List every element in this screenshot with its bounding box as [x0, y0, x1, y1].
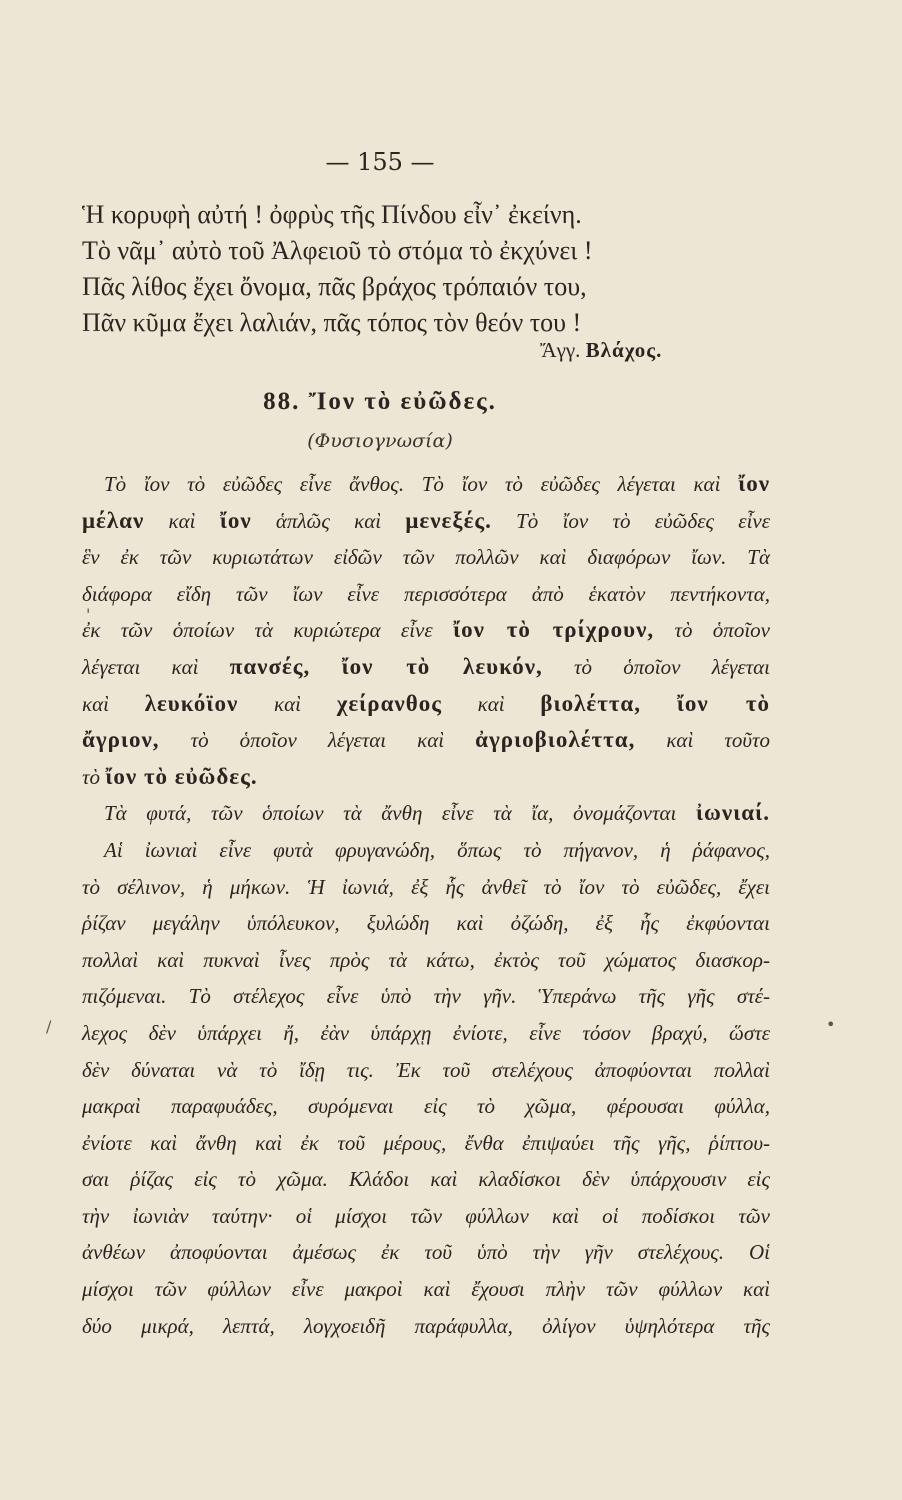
text-segment: τὸ — [82, 764, 106, 789]
emphasized-term: μενεξές. — [405, 507, 492, 533]
text-line — [82, 942, 770, 979]
poem-line: Ἡ κορυφὴ αὐτή ! ὀφρὺς τῆς Πίνδου εἶν᾽ ἐκείνη. — [82, 200, 582, 229]
text-line — [82, 1125, 770, 1162]
text-segment: λέγεται καὶ — [82, 654, 230, 679]
text-line — [82, 905, 770, 942]
text-line — [82, 1271, 770, 1308]
emphasized-term: μέλαν — [82, 507, 145, 533]
poem-line: Πᾶν κῦμα ἔχει λαλιάν, πᾶς τόπος τὸν θεόν του ! — [82, 308, 582, 337]
text-segment: καὶ — [441, 691, 541, 716]
text-segment: Τὸ ἴον τὸ εὐῶδες εἶνε ἄνθος. Τὸ ἴον τὸ εὐῶδες λέγεται καὶ — [104, 472, 739, 496]
text-segment: δὲν δύναται νὰ τὸ ἴδῃ τις. Ἐκ τοῦ στελέχους ἀποφύονται πολλαὶ — [82, 1057, 770, 1082]
emphasized-term: πανσές, — [229, 653, 311, 679]
text-line — [82, 722, 770, 759]
text-line — [82, 832, 770, 869]
emphasized-term: ἄγριον, — [82, 727, 160, 753]
text-segment: πιζόμεναι. Τὸ στέλεχος εἶνε ὑπὸ τὴν γῆν. Ὑπεράνω τῆς γῆς στέ- — [82, 984, 770, 1009]
text-segment: μακραὶ παραφυάδες, συρόμεναι εἰς τὸ χῶμα, φέρουσαι φύλλα, — [82, 1094, 770, 1119]
emphasized-term: ἴον — [219, 507, 252, 533]
text-line — [82, 1198, 770, 1235]
text-segment: σαι ῥίζας εἰς τὸ χῶμα. Κλάδοι καὶ κλαδίσκοι δὲν ὑπάρχουσιν εἰς — [82, 1167, 770, 1192]
text-line — [82, 795, 770, 832]
text-line — [82, 869, 770, 906]
emphasized-term: ἴον — [738, 471, 770, 496]
text-line — [82, 759, 770, 796]
text-segment: πολλαὶ καὶ πυκναὶ ἶνες πρὸς τὰ κάτω, ἐκτὸς τοῦ χώματος διασκορ- — [82, 947, 770, 972]
text-line — [82, 503, 770, 540]
text-segment: ἓν ἐκ τῶν κυριωτάτων εἰδῶν τῶν πολλῶν καὶ διαφόρων ἴων. Τὰ — [82, 545, 770, 570]
emphasized-term: βιολέττα, — [540, 690, 642, 716]
text-segment: δύο μικρά, λεπτά, λογχοειδῆ παράφυλλα, ὀλίγον ὑψηλότερα τῆς — [82, 1313, 770, 1338]
text-segment — [310, 655, 341, 679]
poem-stanza — [82, 197, 702, 341]
text-segment: τὸ ὁποῖον — [654, 618, 770, 643]
text-line — [82, 1052, 770, 1089]
text-segment: Τὸ ἴον τὸ εὐῶδες εἶνε — [491, 508, 771, 533]
signature-prefix: Ἄγγ. — [540, 338, 581, 362]
text-segment: ἐκ τῶν ὁποίων τὰ κυριώτερα εἶνε — [82, 618, 453, 643]
text-line — [82, 576, 770, 613]
text-segment — [641, 692, 677, 716]
text-segment: καὶ — [82, 691, 145, 716]
text-line — [82, 1015, 770, 1052]
poem-line: Πᾶς λίθος ἔχει ὄνομα, πᾶς βράχος τρόπαιόν του, — [82, 272, 587, 301]
poem-line: Τὸ νᾶμ᾽ αὐτὸ τοῦ Ἀλφειοῦ τὸ στόμα τὸ ἐκχύνει ! — [82, 236, 593, 265]
text-line — [82, 1234, 770, 1271]
emphasized-term: ἰωνιαί. — [695, 800, 770, 826]
text-segment: ἀνθέων ἀποφύονται ἀμέσως ἐκ τοῦ ὑπὸ τὴν γῆν στελέχους. Οἱ — [82, 1240, 770, 1265]
emphasized-term: ἴον τὸ — [676, 690, 771, 716]
text-segment: καὶ — [238, 691, 337, 716]
emphasized-term: ἴον τὸ τρίχρουν, — [452, 617, 655, 643]
text-segment: ἐνίοτε καὶ ἄνθη καὶ ἐκ τοῦ μέρους, ἔνθα ἐπιψαύει τῆς γῆς, ῥίπτου- — [82, 1130, 770, 1155]
margin-dot: • — [826, 1015, 836, 1034]
emphasized-term: λευκόϊον — [144, 690, 239, 716]
text-segment: ἁπλῶς καὶ — [251, 508, 406, 533]
text-segment: λεχος δὲν ὑπάρχει ἤ, ἐὰν ὑπάρχῃ ἐνίοτε, εἶνε τόσον βραχύ, ὥστε — [82, 1020, 770, 1045]
signature-name: Βλάχος. — [585, 338, 663, 362]
emphasized-term: χείρανθος — [336, 690, 442, 716]
text-line — [82, 978, 770, 1015]
text-line — [82, 649, 770, 686]
text-line — [82, 612, 770, 649]
emphasized-term: ἴον τὸ εὐῶδες. — [105, 763, 258, 789]
margin-tick: ' — [86, 605, 91, 624]
text-line — [82, 1161, 770, 1198]
emphasized-term: ἴον τὸ λευκόν, — [341, 653, 543, 679]
section-subtitle: (Φυσιογνωσία) — [307, 430, 453, 452]
text-line — [82, 686, 770, 723]
text-line — [82, 1088, 770, 1125]
body-text — [82, 466, 770, 1344]
text-segment: Αἱ ἰωνιαὶ εἶνε φυτὰ φρυγανώδη, ὅπως τὸ πήγανον, ἡ ῥάφανος, — [104, 837, 770, 862]
text-line — [82, 466, 770, 503]
emphasized-term: ἀγριοβιολέττα, — [475, 727, 636, 753]
text-segment: τὸ ὁποῖον λέγεται — [542, 654, 770, 679]
poem-signature — [540, 338, 662, 363]
text-segment: ῥίζαν μεγάλην ὑπόλευκον, ξυλώδη καὶ ὀζώδη, ἐξ ἧς ἐκφύονται — [82, 911, 770, 936]
text-line — [82, 539, 770, 576]
text-segment: μίσχοι τῶν φύλλων εἶνε μακροὶ καὶ ἔχουσι πλὴν τῶν φύλλων καὶ — [82, 1277, 770, 1302]
section-heading: 88. Ἴον τὸ εὐῶδες. — [263, 388, 497, 415]
margin-tick: / — [46, 1017, 52, 1036]
text-segment: καὶ — [144, 508, 220, 533]
text-segment: τὴν ἰωνιὰν ταύτην· οἱ μίσχοι τῶν φύλλων καὶ οἱ ποδίσκοι τῶν — [82, 1203, 770, 1228]
text-segment: τὸ ὁποῖον λέγεται καὶ — [159, 728, 476, 753]
page-number: — 155 — — [325, 148, 435, 176]
text-line — [82, 1308, 770, 1345]
text-segment: Τὰ φυτά, τῶν ὁποίων τὰ ἄνθη εἶνε τὰ ἴα, ὀνομάζονται — [104, 801, 696, 826]
text-segment: καὶ τοῦτο — [635, 728, 770, 753]
text-segment: τὸ σέλινον, ἡ μήκων. Ἡ ἰωνιά, ἐξ ἧς ἀνθεῖ τὸ ἴον τὸ εὐῶδες, ἔχει — [82, 874, 770, 899]
text-segment: διάφορα εἴδη τῶν ἴων εἶνε περισσότερα ἀπὸ ἑκατὸν πεντήκοντα, — [82, 581, 770, 606]
